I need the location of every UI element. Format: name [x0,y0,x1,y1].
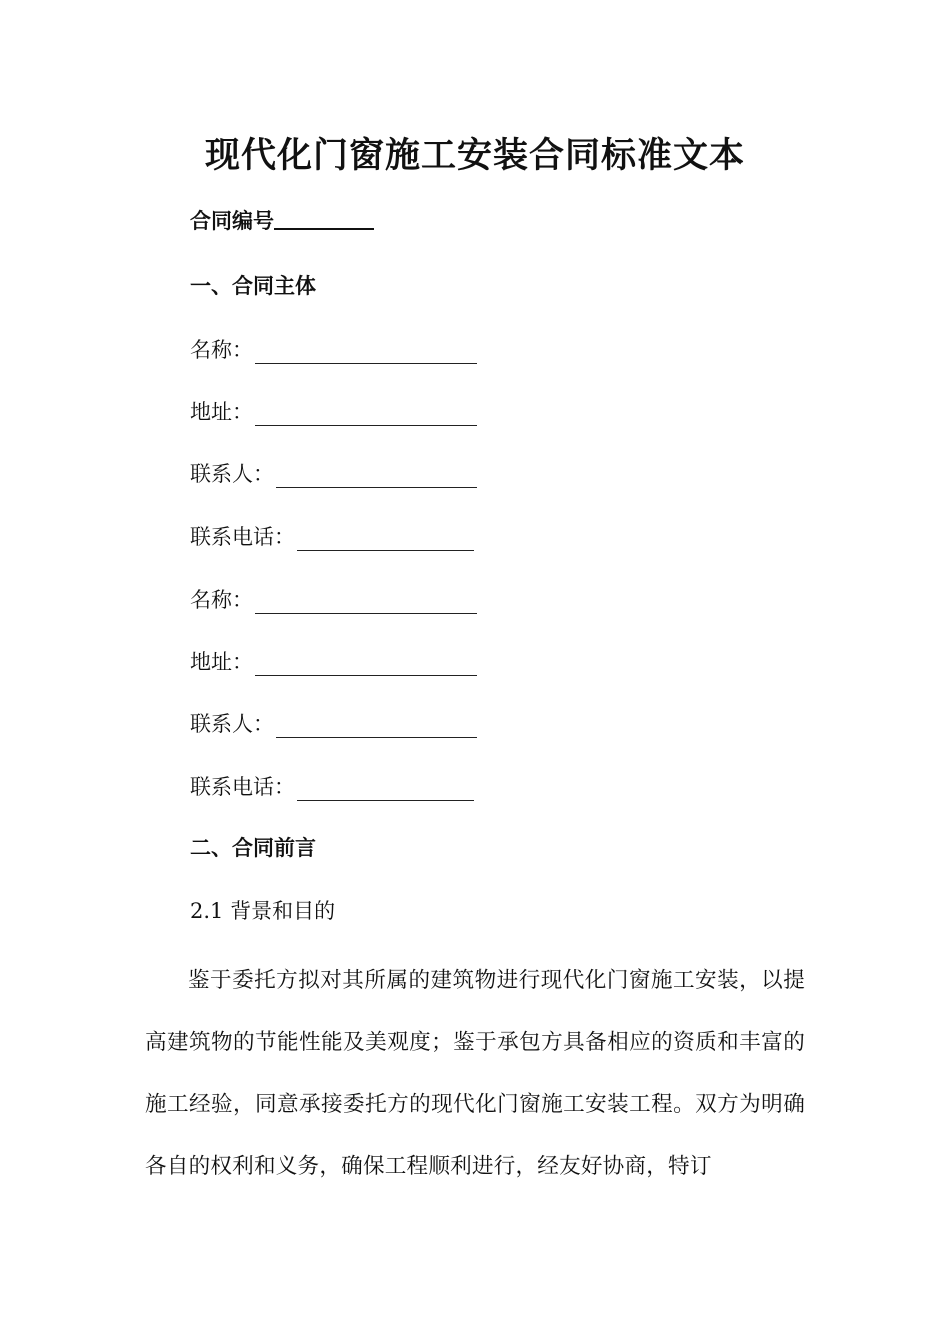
party-b-phone-blank[interactable] [297,780,474,801]
party-a-name-blank[interactable] [255,343,477,364]
section-2-1-heading: 2.1 背景和目的 [190,899,336,923]
field-label: 名称： [190,338,253,362]
party-b-name-field [190,584,477,614]
contract-number-label: 合同编号 [190,209,274,233]
background-paragraph: 鉴于委托方拟对其所属的建筑物进行现代化门窗施工安装，以提高建筑物的节能性能及美观度；鉴于承包方具备相应的资质和丰富的施工经验，同意承接委托方的现代化门窗施工安装工程。双方为明确各自的权利和义务，确保工程顺利进行，经友好协商，特订 [145,968,805,1179]
section-1-heading: 一、合同主体 [190,274,316,298]
field-label: 名称： [190,588,253,612]
field-label: 联系人： [190,462,274,486]
contract-number-blank[interactable] [274,206,374,230]
party-b-address-blank[interactable] [255,655,477,676]
party-a-phone-field [190,521,474,551]
section-2-heading: 二、合同前言 [190,836,316,860]
document-title: 现代化门窗施工安装合同标准文本 [204,136,745,176]
party-a-phone-blank[interactable] [297,530,474,551]
field-label: 联系电话： [190,775,295,799]
field-label: 地址： [190,650,253,674]
party-a-address-field [190,396,477,426]
party-b-address-field [190,646,477,676]
party-a-contact-field [190,458,477,488]
field-label: 联系电话： [190,525,295,549]
party-b-contact-blank[interactable] [276,717,477,738]
party-a-contact-blank[interactable] [276,467,477,488]
party-b-name-blank[interactable] [255,593,477,614]
field-label: 联系人： [190,712,274,736]
field-label: 地址： [190,400,253,424]
party-b-phone-field [190,771,474,801]
party-a-name-field [190,334,477,364]
party-b-contact-field [190,708,477,738]
contract-number [190,205,374,235]
party-a-address-blank[interactable] [255,405,477,426]
